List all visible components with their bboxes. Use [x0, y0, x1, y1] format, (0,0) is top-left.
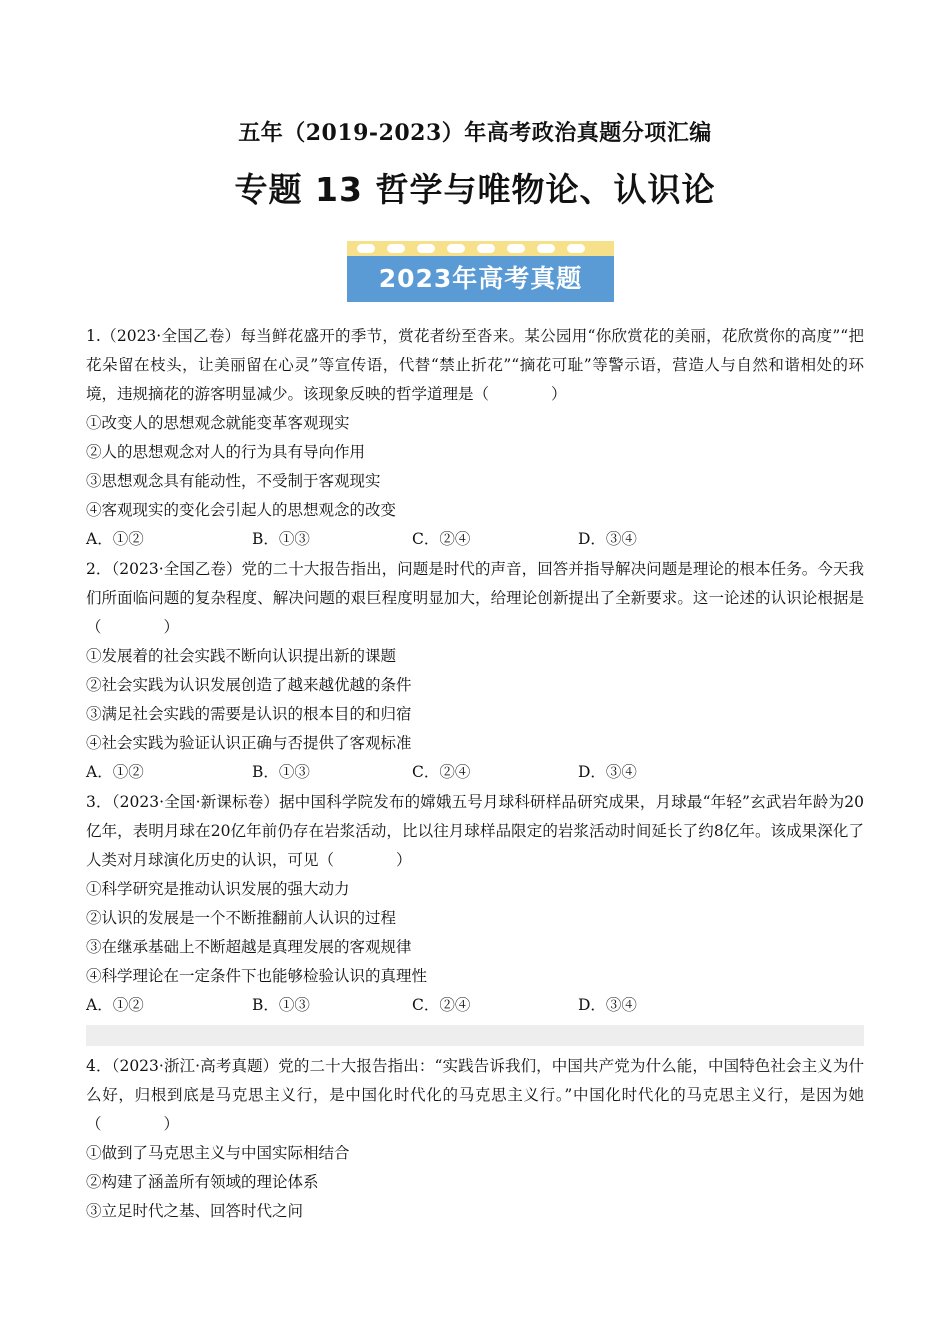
section-separator [86, 1025, 864, 1046]
answer-choice-c: C．②④ [412, 996, 471, 1014]
answer-choice-d: D．③④ [578, 763, 637, 781]
banner-top-stripe [347, 241, 614, 256]
answer-choices [86, 991, 864, 1020]
question-option: ③立足时代之基、回答时代之问 [86, 1202, 304, 1220]
question-option: ③满足社会实践的需要是认识的根本目的和归宿 [86, 705, 412, 723]
question-4 [86, 1052, 864, 1226]
banner-dot [537, 244, 555, 253]
answer-choice-d: D．③④ [578, 530, 637, 548]
document-title: 五年（2019-2023）年高考政治真题分项汇编 [238, 120, 712, 146]
question-option: ④社会实践为验证认识正确与否提供了客观标准 [86, 734, 412, 752]
question-option: ④科学理论在一定条件下也能够检验认识的真理性 [86, 967, 428, 985]
answer-choices [86, 758, 864, 787]
question-3 [86, 788, 864, 1020]
question-option: ②认识的发展是一个不断推翻前人认识的过程 [86, 909, 397, 927]
topic-title: 专题 13 哲学与唯物论、认识论 [234, 170, 716, 209]
answer-choice-d: D．③④ [578, 996, 637, 1014]
question-option: ①做到了马克思主义与中国实际相结合 [86, 1144, 350, 1162]
answer-choice-c: C．②④ [412, 530, 471, 548]
question-stem: 2．（2023·全国乙卷）党的二十大报告指出，问题是时代的声音，回答并指导解决问题是理论的根本任务。今天我们所面临问题的复杂程度、解决问题的艰巨程度明显加大，给理论创新提出了全新要求。这一论述的认识论根据是（ ） [86, 560, 864, 636]
banner-dot [507, 244, 525, 253]
banner-dot [567, 244, 585, 253]
banner-dot [477, 244, 495, 253]
answer-choice-a: A．①② [86, 996, 144, 1014]
answer-choice-b: B．①③ [252, 763, 310, 781]
question-option: ②社会实践为认识发展创造了越来越优越的条件 [86, 676, 412, 694]
banner-dot [447, 244, 465, 253]
question-option: ③思想观念具有能动性，不受制于客观现实 [86, 472, 381, 490]
answer-choice-c: C．②④ [412, 763, 471, 781]
question-option: ③在继承基础上不断超越是真理发展的客观规律 [86, 938, 412, 956]
question-option: ②构建了涵盖所有领域的理论体系 [86, 1173, 319, 1191]
answer-choice-a: A．①② [86, 763, 144, 781]
question-stem: 1.（2023·全国乙卷）每当鲜花盛开的季节，赏花者纷至沓来。某公园用“你欣赏花的美丽，花欣赏你的高度”“把花朵留在枝头，让美丽留在心灵”等宣传语，代替“禁止折花”“摘花可耻”等警示语，营造人与自然和谐相处的环境，违规摘花的游客明显减少。该现象反映的哲学道理是（ ） [86, 327, 864, 403]
answer-choice-b: B．①③ [252, 530, 310, 548]
question-stem: 3．（2023·全国·新课标卷）据中国科学院发布的嫦娥五号月球科研样品研究成果，月球最“年轻”玄武岩年龄为20亿年，表明月球在20亿年前仍存在岩浆活动，比以往月球样品限定的岩浆活动时间延长了约8亿年。该成果深化了人类对月球演化历史的认识，可见（ ） [86, 793, 864, 869]
question-option: ①发展着的社会实践不断向认识提出新的课题 [86, 647, 397, 665]
question-option: ①科学研究是推动认识发展的强大动力 [86, 880, 350, 898]
banner-dot [387, 244, 405, 253]
banner-dot [357, 244, 375, 253]
question-option: ④客观现实的变化会引起人的思想观念的改变 [86, 501, 397, 519]
question-option: ②人的思想观念对人的行为具有导向作用 [86, 443, 366, 461]
banner-dots [357, 244, 585, 254]
question-2 [86, 555, 864, 787]
year-banner [347, 241, 614, 302]
banner-label: 2023年高考真题 [378, 264, 583, 293]
question-1 [86, 322, 864, 554]
question-option: ①改变人的思想观念就能变革客观现实 [86, 414, 350, 432]
banner-dot [417, 244, 435, 253]
answer-choices [86, 525, 864, 554]
answer-choice-b: B．①③ [252, 996, 310, 1014]
answer-choice-a: A．①② [86, 530, 144, 548]
question-stem: 4．（2023·浙江·高考真题）党的二十大报告指出：“实践告诉我们，中国共产党为什么能，中国特色社会主义为什么好，归根到底是马克思主义行，是中国化时代化的马克思主义行。”中国化时代化的马克思主义行，是因为她（ ） [86, 1057, 864, 1133]
